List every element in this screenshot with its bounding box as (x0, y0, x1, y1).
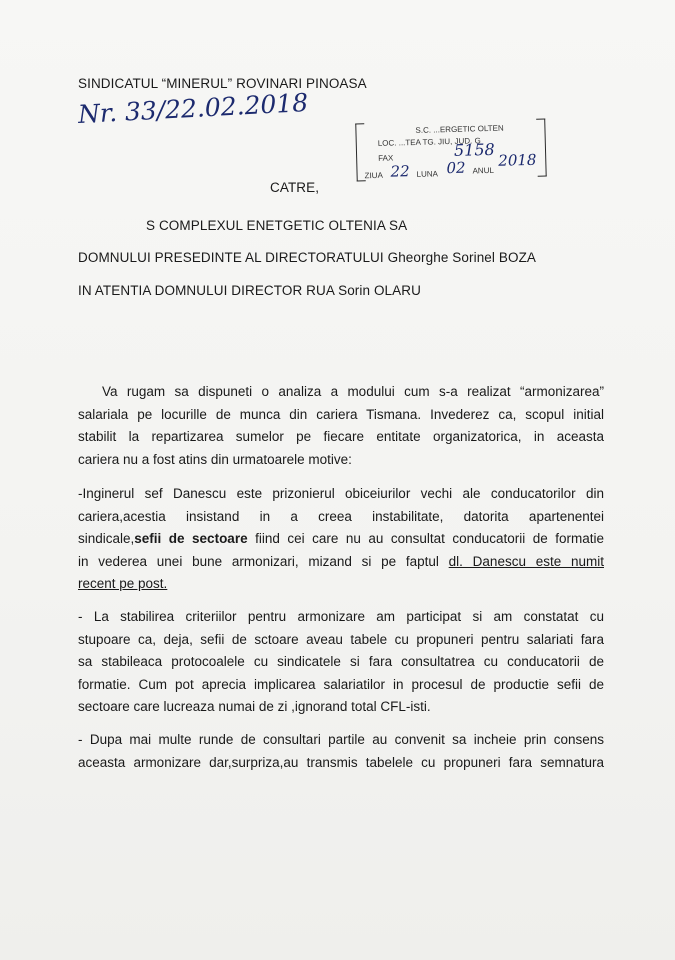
recipient-to: CATRE, (270, 180, 320, 195)
stamp-fax-label: FAX (378, 153, 394, 163)
text-line: - La stabilirea criteriilor pentru armonizare am participat si am constatat cu (78, 609, 604, 624)
text-segment: sindicale, (78, 531, 135, 546)
paragraph-3 (78, 606, 604, 719)
text-line: sa stabileaca protocoalele cu sindicatele si fara consultatrea cu conducatorii de (78, 654, 604, 669)
paragraph-2 (78, 483, 604, 596)
registration-number: Nr. 33/22.02.2018 (77, 87, 309, 129)
text-line: salariala pe locurille de munca din cariera Tismana. Invederez ca, scopul initial (78, 406, 604, 422)
stamp-month: 02 (446, 158, 466, 178)
addressee: DOMNULUI PRESEDINTE AL DIRECTORATULUI Gheorghe Sorinel BOZA (78, 250, 537, 265)
text-line: recent pe post. (78, 576, 168, 591)
text-line: sectoare care lucreaza numai de zi ,ignorand total CFL-isti. (78, 699, 431, 714)
stamp-number: 5158 (453, 139, 495, 160)
stamp-day-label: ZIUA (364, 170, 383, 181)
stamp-line-1: S.C. ...ERGETIC OLTEN (415, 123, 504, 135)
underlined-segment: dl. Danescu este numit (448, 553, 604, 569)
stamp-year-label: ANUL (472, 165, 494, 176)
text-line: cariera nu a fost atins din urmatoarele motive: (78, 451, 352, 467)
text-line: - Dupa mai multe runde de consultari partile au convenit sa incheie prin consens (78, 732, 604, 747)
text-line: formatie. Cum pot aprecia implicarea salariatilor in procesul de productie sefii de (78, 676, 604, 692)
union-name: SINDICATUL “MINERUL” ROVINARI PINOASA (78, 76, 367, 91)
attention-line: IN ATENTIA DOMNULUI DIRECTOR RUA Sorin OLARU (78, 283, 421, 298)
text-line: stabilit la repartizarea sumelor pe fiecare entitate organizatorica, in aceasta (78, 429, 604, 444)
registration-stamp (355, 119, 547, 184)
text-segment: in vederea unei bune armonizari, mizand si pe faptul (78, 553, 449, 569)
text-line: cariera,acestia insistand in a creea instabilitate, datorita apartenentei (78, 508, 604, 524)
stamp-line-2: LOC. ...TEA TG. JIU, JUD. G (377, 136, 481, 148)
stamp-day: 22 (390, 162, 410, 181)
text-line: Va rugam sa dispuneti o analiza a modului cum s-a realizat “armonizarea” (102, 384, 604, 399)
text-line (78, 528, 604, 551)
paragraph-1 (78, 381, 604, 471)
text-line (78, 551, 604, 574)
text-line: stupoare ca, deja, sefii de sctoare aveau tabele cu propuneri pentru salariati fara (78, 631, 604, 647)
text-line: -Inginerul sef Danescu este prizonierul obiceiurilor vechi ale conducatorilor din (78, 486, 604, 501)
text-line: aceasta armonizare dar,surpriza,au transmis tabelele cu propuneri fara semnatura (78, 754, 604, 770)
bold-segment: sefii de sectoare (134, 531, 248, 546)
paragraph-4 (78, 729, 604, 774)
company-name: S COMPLEXUL ENETGETIC OLTENIA SA (146, 218, 408, 233)
stamp-month-label: LUNA (416, 169, 439, 179)
text-segment: fiind cei care nu au consultat conducatorii de formatie (247, 531, 604, 546)
stamp-year: 2018 (498, 150, 537, 170)
